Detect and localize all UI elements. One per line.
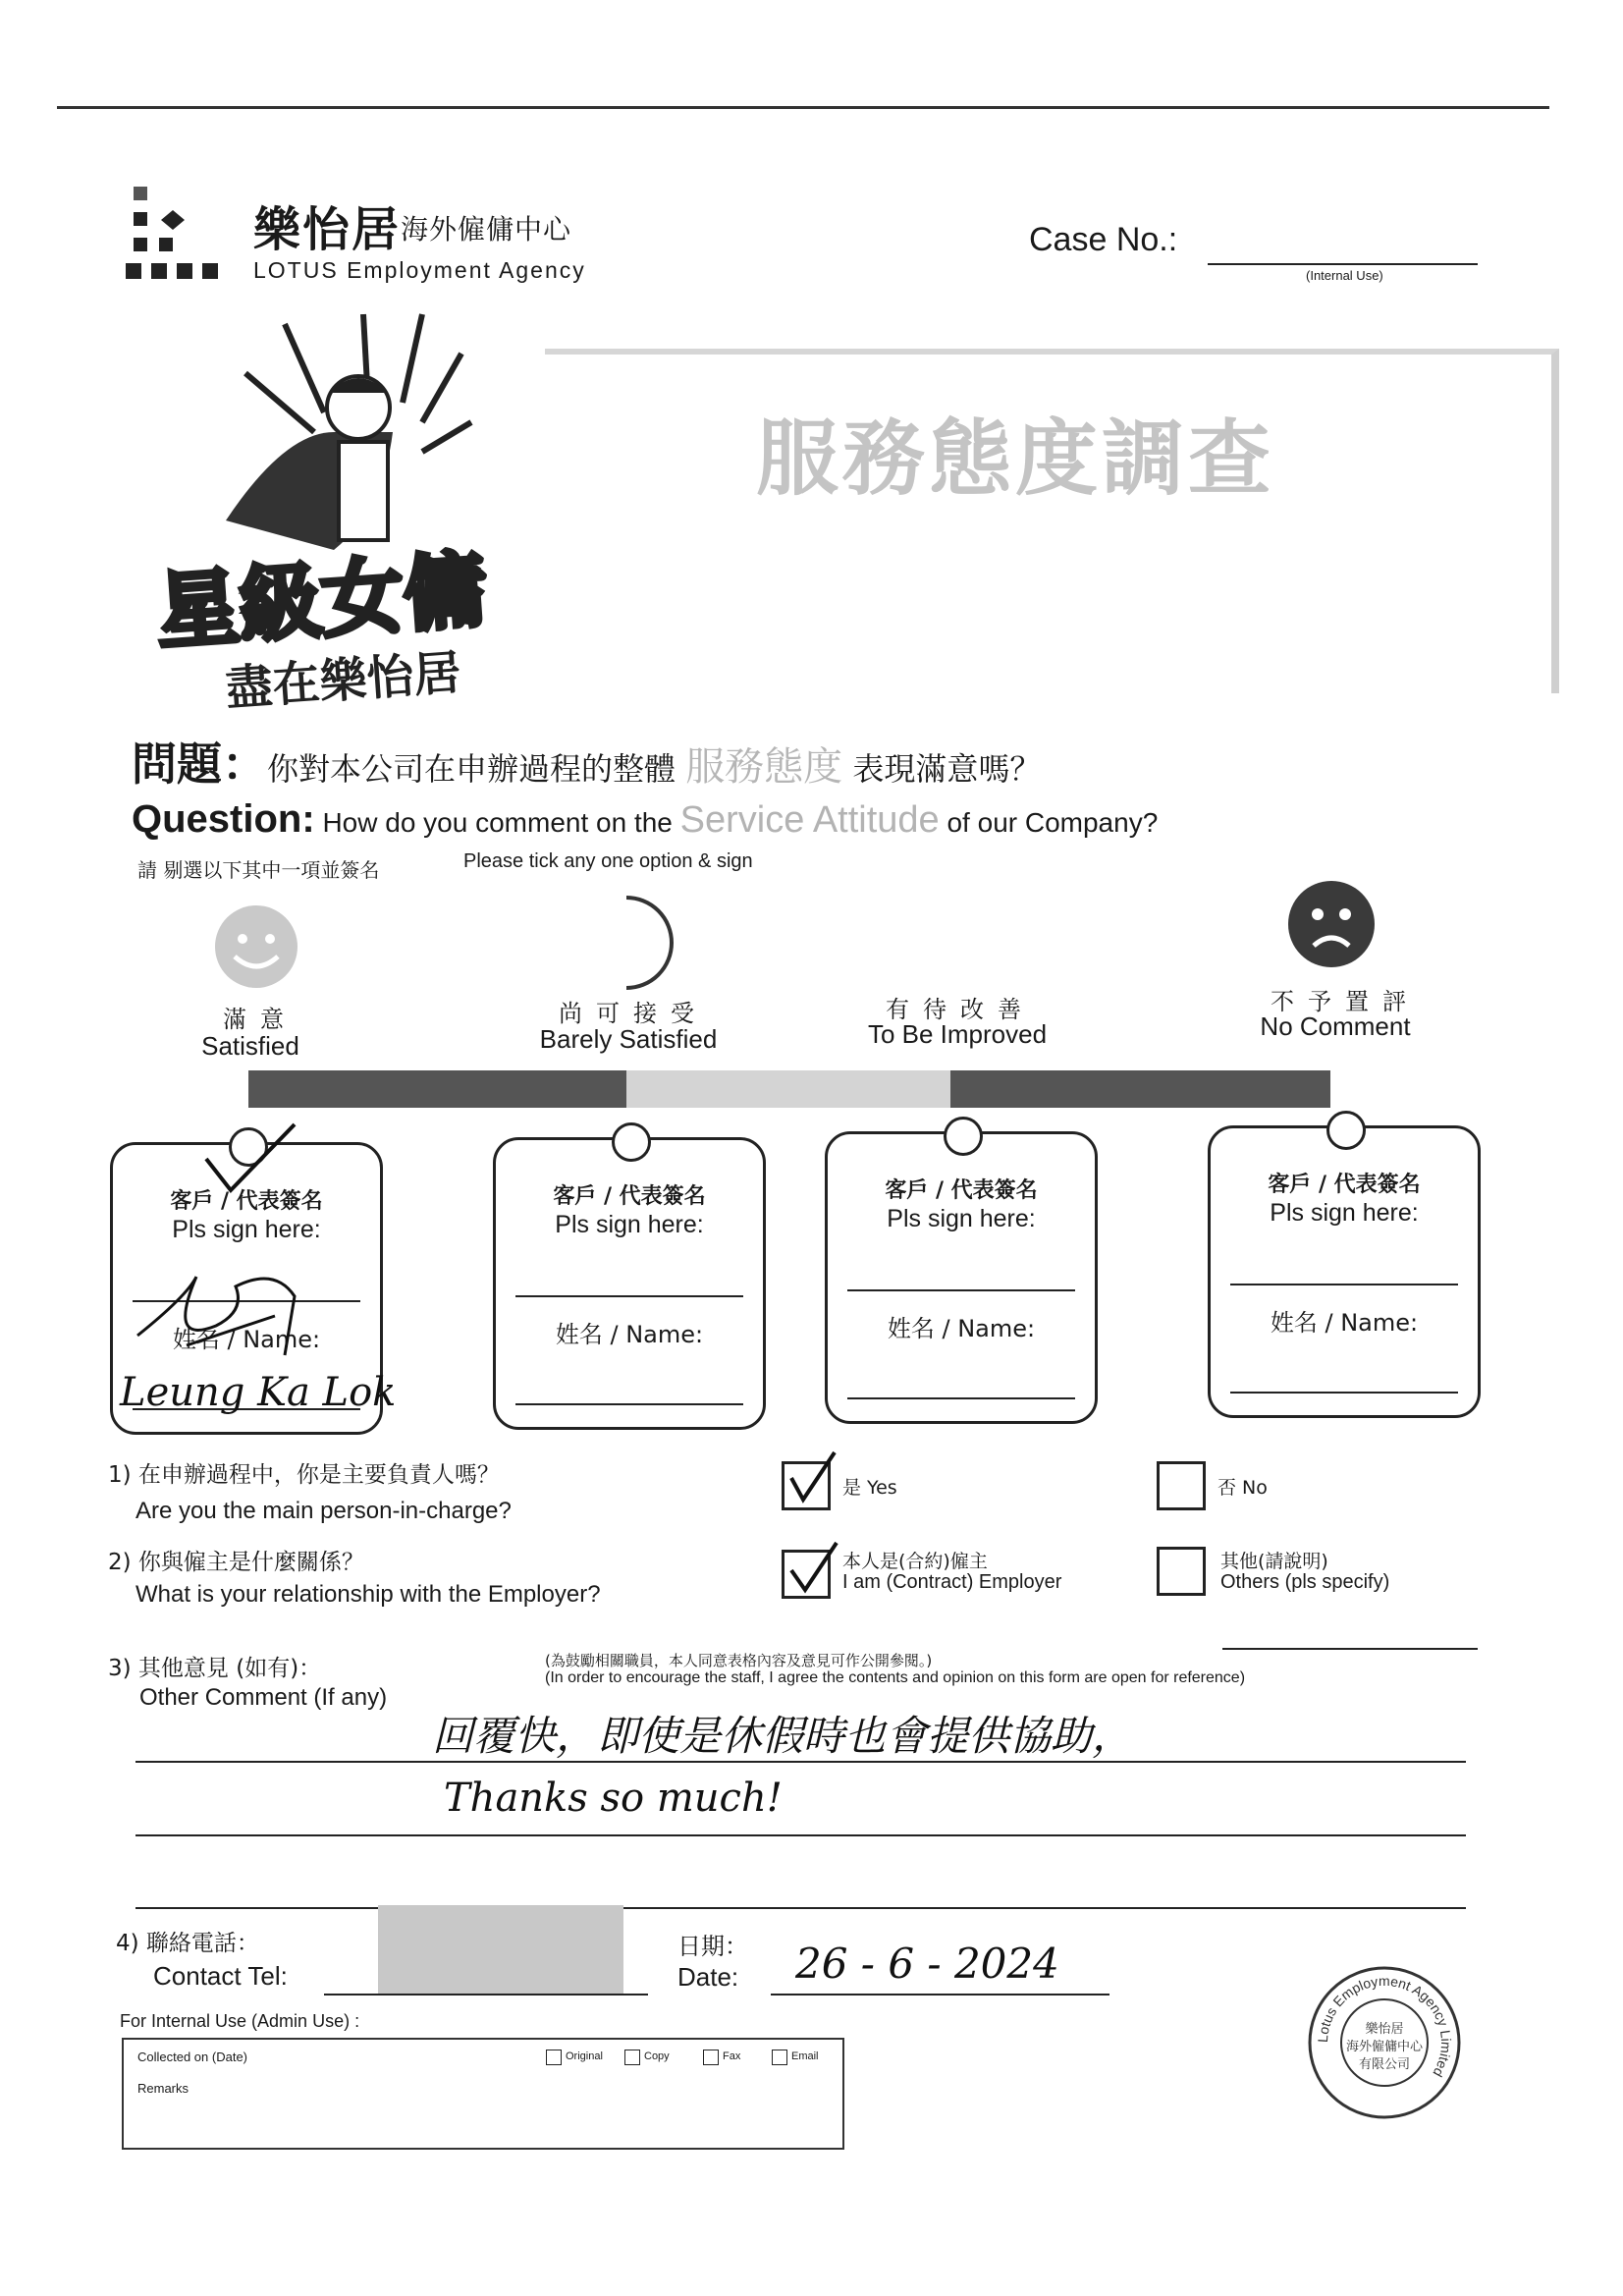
- name-line: [515, 1403, 743, 1405]
- logo-cn-sub: 海外僱傭中心: [401, 213, 572, 246]
- mascot-illustration: [137, 295, 569, 727]
- q2-others-label-cn: 其他(請說明): [1220, 1551, 1328, 1572]
- contact-tel-redaction: [378, 1905, 623, 1994]
- q1-no-label: 否 No: [1217, 1477, 1268, 1499]
- name-label: 姓名 / Name:: [1270, 1309, 1419, 1337]
- q4-en: Contact Tel:: [153, 1961, 288, 1991]
- comment-rule-1: [135, 1761, 1466, 1763]
- name-line: [847, 1397, 1075, 1399]
- option-en-improve: To Be Improved: [867, 1019, 1048, 1049]
- name-label: 姓名 / Name:: [172, 1326, 321, 1353]
- options-connector-bar: [248, 1070, 1330, 1108]
- q1-yes-label: 是 Yes: [842, 1477, 897, 1499]
- sign-label-en: Pls sign here:: [555, 1211, 704, 1238]
- question-text-cn-a: 你對本公司在申辦過程的整體: [267, 750, 676, 788]
- instruction-en: Please tick any one option & sign: [463, 850, 753, 872]
- q2-others-checkbox[interactable]: [1157, 1547, 1206, 1596]
- admin-box: [122, 2038, 844, 2150]
- date-line[interactable]: [771, 1994, 1109, 1995]
- logo-en: LOTUS Employment Agency: [253, 257, 586, 283]
- sign-label-cn: 客戶 / 代表簽名: [170, 1189, 323, 1214]
- question-highlight-cn: 服務態度: [685, 744, 843, 790]
- mascot-subtitle: 盡在樂怡居: [223, 645, 463, 717]
- check-mark-icon: [785, 1537, 844, 1596]
- svg-text:樂怡居: 樂怡居: [1365, 2022, 1404, 2037]
- admin-email-label: Email: [791, 2050, 819, 2062]
- mascot-title: 星級女傭: [153, 541, 490, 661]
- option-circle[interactable]: [1326, 1111, 1366, 1150]
- case-no-label: Case No.:: [1029, 221, 1178, 258]
- admin-original-label: Original: [566, 2050, 603, 2062]
- satisfied-face-icon: [211, 902, 301, 992]
- top-rule: [57, 106, 1549, 109]
- q4-cn: 4) 聯絡電話：: [116, 1931, 259, 1956]
- barely-satisfied-face-icon: [587, 894, 677, 992]
- question-highlight-en: Service Attitude: [679, 799, 940, 841]
- q3-note-cn: (為鼓勵相關職員，本人同意表格內容及意見可作公開參閱。): [545, 1652, 933, 1669]
- admin-email-checkbox[interactable]: [772, 2050, 787, 2065]
- name-label: 姓名 / Name:: [887, 1315, 1036, 1342]
- q2-en: What is your relationship with the Employer?: [135, 1581, 601, 1608]
- comment-line-2: Thanks so much!: [444, 1776, 783, 1821]
- comment-rule-3: [135, 1907, 1466, 1909]
- question-label-en: Question:: [132, 797, 315, 841]
- svg-text:Lotus Employment Agency Limite: Lotus Employment Agency Limited: [1314, 1972, 1455, 2080]
- question-text-en-a: How do you comment on the: [322, 807, 673, 838]
- date-label-cn: 日期：: [677, 1933, 748, 1960]
- instruction-cn: 請 剔選以下其中一項並簽名: [137, 858, 380, 882]
- admin-collected: Collected on (Date): [137, 2050, 247, 2064]
- sign-label-en: Pls sign here:: [1270, 1199, 1419, 1227]
- sign-label-en: Pls sign here:: [172, 1216, 321, 1243]
- q3-note-en: (In order to encourage the staff, I agree the contents and opinion on this form are open for reference): [545, 1669, 1246, 1686]
- name-line: [1230, 1392, 1458, 1394]
- sign-card-barely[interactable]: [493, 1137, 766, 1430]
- admin-fax-checkbox[interactable]: [703, 2050, 719, 2065]
- question-cn: [132, 729, 1041, 793]
- sign-card-nocomment[interactable]: [1208, 1125, 1481, 1418]
- option-circle[interactable]: [944, 1117, 983, 1156]
- admin-title: For Internal Use (Admin Use) :: [120, 2011, 360, 2031]
- signature-line: [515, 1295, 743, 1297]
- q2-employer-label-en: I am (Contract) Employer: [842, 1571, 1062, 1593]
- sign-label-cn: 客戶 / 代表簽名: [885, 1178, 1038, 1203]
- svg-text:海外僱傭中心: 海外僱傭中心: [1345, 2040, 1424, 2054]
- q2-cn: 2) 你與僱主是什麼關係？: [108, 1550, 364, 1575]
- sign-card-improve[interactable]: [825, 1131, 1098, 1424]
- internal-use-note: (Internal Use): [1306, 268, 1383, 283]
- comment-rule-2: [135, 1834, 1466, 1836]
- q1-en: Are you the main person-in-charge?: [135, 1498, 512, 1524]
- question-en: [132, 797, 1158, 842]
- company-stamp-icon: [1306, 1964, 1463, 2121]
- case-no-field[interactable]: [1208, 263, 1478, 265]
- option-cn-satisfied: 滿意: [223, 1006, 298, 1033]
- signature-icon: [128, 1257, 353, 1365]
- option-en-nocomment: No Comment: [1260, 1011, 1411, 1041]
- check-mark-icon: [785, 1449, 844, 1507]
- signature-line: [847, 1289, 1075, 1291]
- admin-copy-label: Copy: [644, 2050, 670, 2062]
- q1-no-checkbox[interactable]: [1157, 1461, 1206, 1510]
- lotus-logo-icon: [126, 187, 234, 290]
- admin-original-checkbox[interactable]: [546, 2050, 562, 2065]
- sign-label-cn: 客戶 / 代表簽名: [553, 1184, 706, 1209]
- admin-copy-checkbox[interactable]: [624, 2050, 640, 2065]
- signature-line: [1230, 1284, 1458, 1285]
- sign-label-en: Pls sign here:: [887, 1205, 1036, 1232]
- option-cn-improve: 有待改善: [886, 996, 1035, 1023]
- comment-line-1: 回覆快，即使是休假時也會提供協助，: [432, 1712, 1134, 1760]
- option-en-barely: Barely Satisfied: [539, 1024, 718, 1054]
- question-text-cn-b: 表現滿意嗎？: [852, 750, 1042, 788]
- name-label: 姓名 / Name:: [555, 1321, 704, 1348]
- option-en-satisfied: Satisfied: [201, 1031, 299, 1061]
- q3-cn: 3) 其他意見 (如有)：: [108, 1656, 322, 1681]
- date-label-en: Date:: [677, 1962, 739, 1992]
- q2-employer-label-cn: 本人是(合約)僱主: [842, 1551, 988, 1572]
- svg-text:有限公司: 有限公司: [1358, 2057, 1411, 2072]
- banner-title: 服務態度調查: [756, 410, 1275, 507]
- contact-tel-line[interactable]: [324, 1994, 648, 1995]
- logo-cn: 樂怡居: [253, 202, 402, 257]
- option-cn-nocomment: 不予置評: [1271, 988, 1420, 1015]
- sign-label-cn: 客戶 / 代表簽名: [1268, 1173, 1421, 1197]
- admin-remarks: Remarks: [137, 2081, 189, 2096]
- q2-specify-line: [1222, 1648, 1478, 1650]
- no-comment-face-icon: [1286, 879, 1377, 969]
- tick-mark-icon: [196, 1120, 314, 1198]
- date-value: 26 - 6 - 2024: [795, 1940, 1059, 1988]
- q2-others-label-en: Others (pls specify): [1220, 1571, 1390, 1593]
- q3-en: Other Comment (If any): [139, 1684, 388, 1711]
- option-circle[interactable]: [612, 1122, 651, 1162]
- handwritten-name: Leung Ka Lok: [120, 1370, 397, 1415]
- q1-cn: 1) 在申辦過程中，你是主要負責人嗎？: [108, 1462, 500, 1488]
- admin-fax-label: Fax: [723, 2050, 741, 2062]
- question-text-en-b: of our Company?: [947, 807, 1159, 838]
- question-label-cn: 問題：: [132, 738, 267, 791]
- option-cn-barely: 尚可接受: [559, 1000, 708, 1027]
